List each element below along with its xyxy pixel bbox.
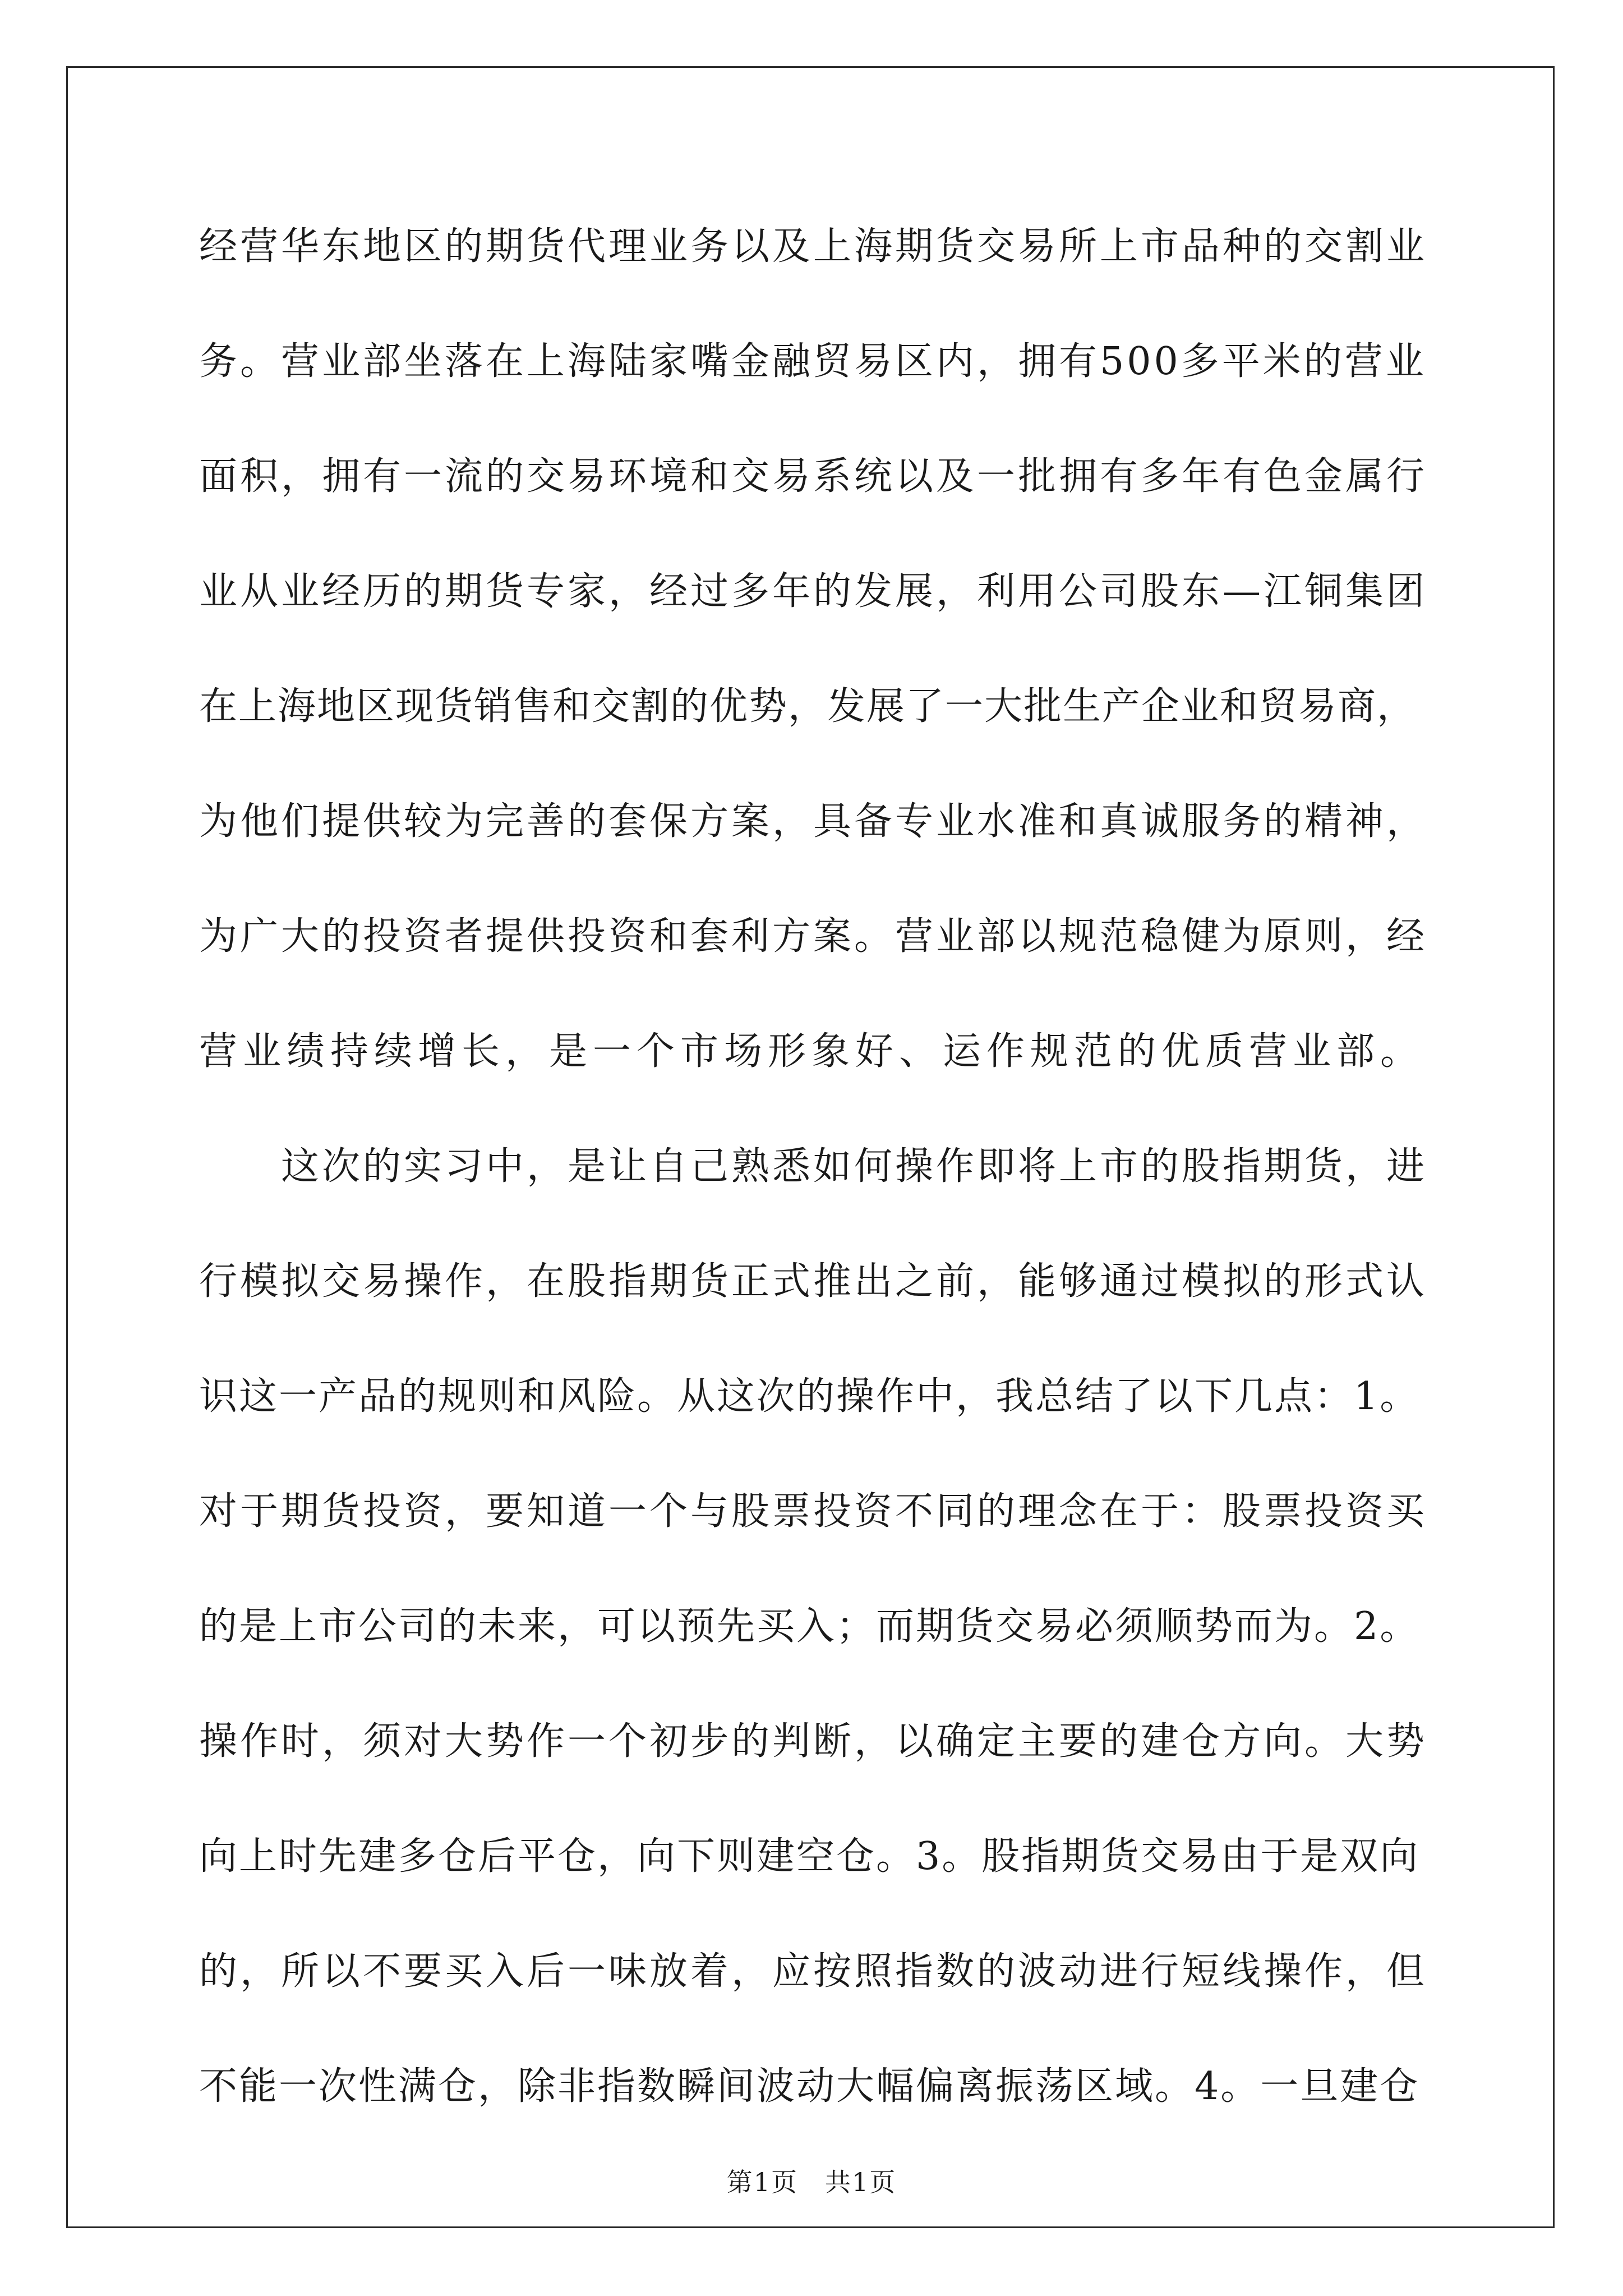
text-line: 经营华东地区的期货代理业务以及上海期货交易所上市品种的交割业 [199, 224, 1428, 269]
text-line: 行模拟交易操作，在股指期货正式推出之前，能够通过模拟的形式认 [199, 1259, 1428, 1304]
text-line: 操作时，须对大势作一个初步的判断，以确定主要的建仓方向。大势 [199, 1719, 1428, 1764]
text-line: 为广大的投资者提供投资和套利方案。营业部以规范稳健为原则，经 [199, 914, 1428, 959]
text-line: 务。营业部坐落在上海陆家嘴金融贸易区内，拥有500多平米的营业 [199, 339, 1427, 384]
text-line: 的，所以不要买入后一味放着，应按照指数的波动进行短线操作，但 [199, 1949, 1428, 1994]
text-line: 为他们提供较为完善的套保方案，具备专业水准和真诚服务的精神， [199, 799, 1428, 844]
text-line: 对于期货投资，要知道一个与股票投资不同的理念在于：股票投资买 [199, 1489, 1428, 1534]
text-line: 这次的实习中，是让自己熟悉如何操作即将上市的股指期货，进 [199, 1144, 1428, 1189]
text-line: 不能一次性满仓，除非指数瞬间波动大幅偏离振荡区域。4。一旦建仓 [199, 2064, 1420, 2109]
text-line: 识这一产品的规则和风险。从这次的操作中，我总结了以下几点：1。 [199, 1374, 1420, 1419]
text-line: 的是上市公司的未来，可以预先买入；而期货交易必须顺势而为。2。 [199, 1604, 1420, 1649]
text-line: 在上海地区现货销售和交割的优势，发展了一大批生产企业和贸易商， [199, 684, 1417, 729]
text-line: 向上时先建多仓后平仓，向下则建空仓。3。股指期货交易由于是双向 [199, 1834, 1420, 1879]
text-line: 面积，拥有一流的交易环境和交易系统以及一批拥有多年有色金属行 [199, 454, 1428, 499]
text-line: 营业绩持续增长，是一个市场形象好、运作规范的优质营业部。 [199, 1029, 1424, 1074]
page-footer: 第1页 共1页 [726, 2167, 897, 2197]
text-line: 业从业经历的期货专家，经过多年的发展，利用公司股东—江铜集团 [199, 569, 1428, 614]
